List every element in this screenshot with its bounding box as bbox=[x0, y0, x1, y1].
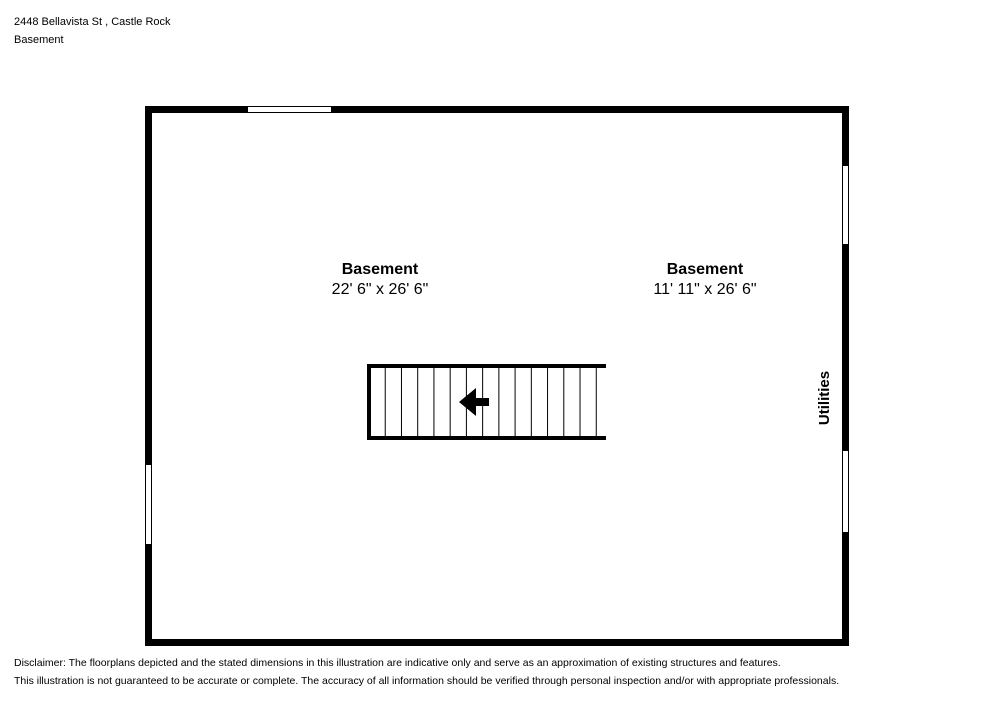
room-name-basement-left: Basement bbox=[341, 261, 419, 278]
window-right-lower bbox=[841, 451, 850, 532]
disclaimer-line-2: This illustration is not guaranteed to be accurate or complete. The accuracy of all information should be verified through personal inspection and/or with appropriate professionals. bbox=[14, 675, 840, 687]
room-name-utilities: Utilities bbox=[816, 370, 833, 426]
outer-wall bbox=[149, 110, 846, 643]
room-dimensions-basement-right: 11' 11" x 26' 6" bbox=[653, 281, 757, 298]
window-top bbox=[248, 105, 331, 114]
disclaimer-line-1: Disclaimer: The floorplans depicted and the stated dimensions in this illustration are indicative only and serve as an approximation of existing structures and features. bbox=[14, 657, 781, 669]
window-left bbox=[144, 465, 153, 544]
arrow-left-icon bbox=[459, 388, 489, 416]
staircase bbox=[367, 364, 606, 440]
floor-name: Basement bbox=[14, 34, 64, 46]
room-name-basement-right: Basement bbox=[666, 261, 744, 278]
property-address: 2448 Bellavista St , Castle Rock bbox=[14, 16, 171, 28]
window-right-upper bbox=[841, 166, 850, 244]
room-dimensions-basement-left: 22' 6" x 26' 6" bbox=[331, 281, 429, 298]
